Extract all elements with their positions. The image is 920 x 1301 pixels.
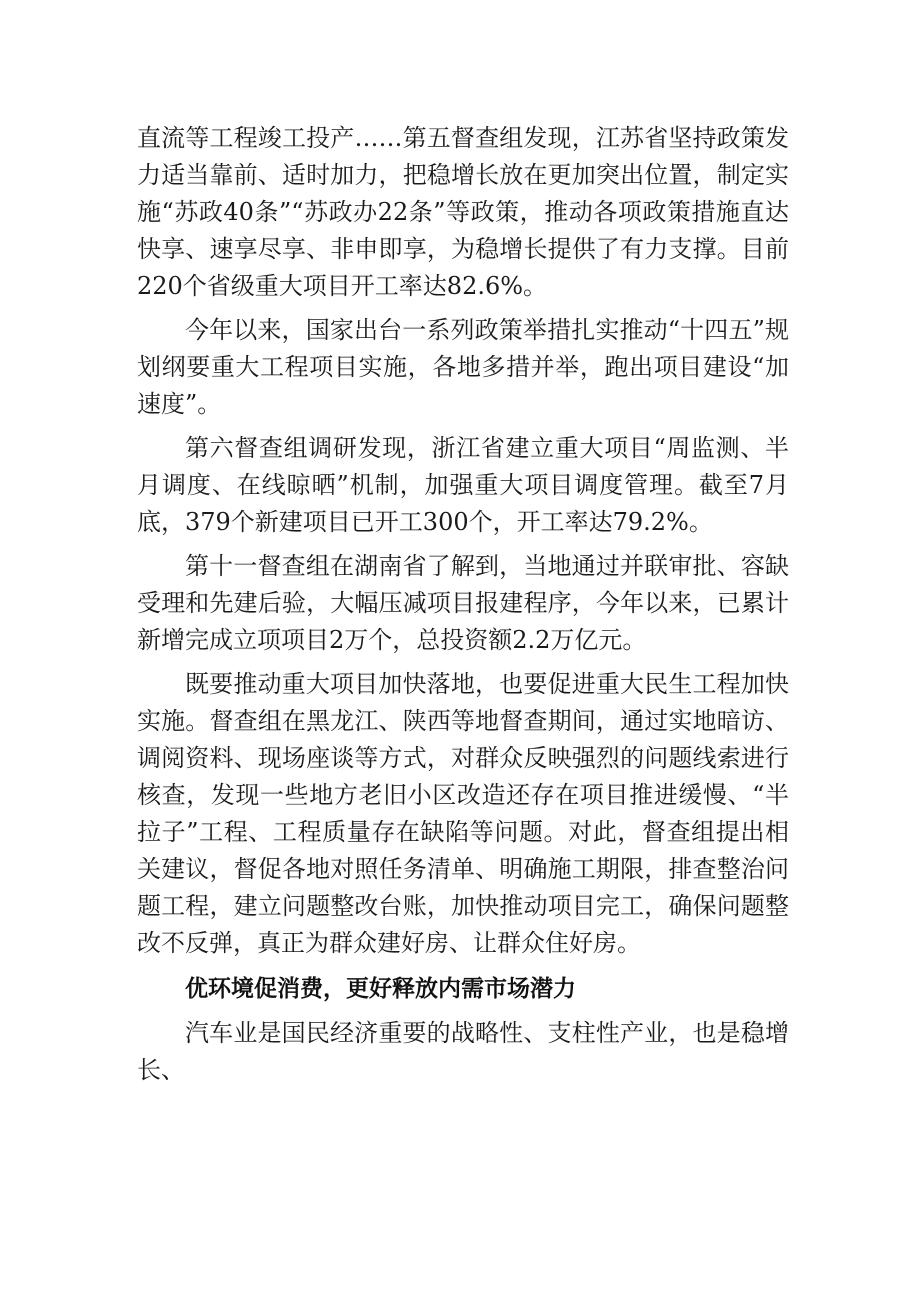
paragraph: 第六督查组调研发现，浙江省建立重大项目“周监测、半月调度、在线晾晒”机制，加强重大项目调度管理。截至7月底，379个新建项目已开工300个，开工率达79.2%。 (137, 434, 789, 536)
section-heading: 优环境促消费，更好释放内需市场潜力 (185, 976, 576, 1002)
paragraph: 既要推动重大项目加快落地，也要促进重大民生工程加快实施。督查组在黑龙江、陕西等地督查期间，通过实地暗访、调阅资料、现场座谈等方式，对群众反映强烈的问题线索进行核查，发现一些地方老旧小区改造还存在项目推进缓慢、“半拉子”工程、工程质量存在缺陷等问题。对此，督查组提出相关建议，督促各地对照任务清单、明确施工期限，排查整治问题工程，建立问题整改台账，加快推动项目完工，确保问题整改不反弹，真正为群众建好房、让群众住好房。 (137, 670, 789, 957)
paragraph: 汽车业是国民经济重要的战略性、支柱性产业，也是稳增长、 (137, 1019, 789, 1084)
paragraph-continuation: 直流等工程竣工投产……第五督查组发现，江苏省坚持政策发力适当靠前、适时加力，把稳增长放在更加突出位置，制定实施“苏政40条”“苏政办22条”等政策，推动各项政策措施直达快享、速享尽享、非申即享，为稳增长提供了有力支撑。目前220个省级重大项目开工率达82.6%。 (137, 124, 789, 300)
paragraph: 今年以来，国家出台一系列政策举措扎实推动“十四五”规划纲要重大工程项目实施，各地多措并举，跑出项目建设“加速度”。 (137, 316, 789, 418)
paragraph: 第十一督查组在湖南省了解到，当地通过并联审批、容缺受理和先建后验，大幅压减项目报建程序，今年以来，已累计新增完成立项项目2万个，总投资额2.2万亿元。 (137, 552, 789, 654)
document-page (137, 120, 789, 1089)
